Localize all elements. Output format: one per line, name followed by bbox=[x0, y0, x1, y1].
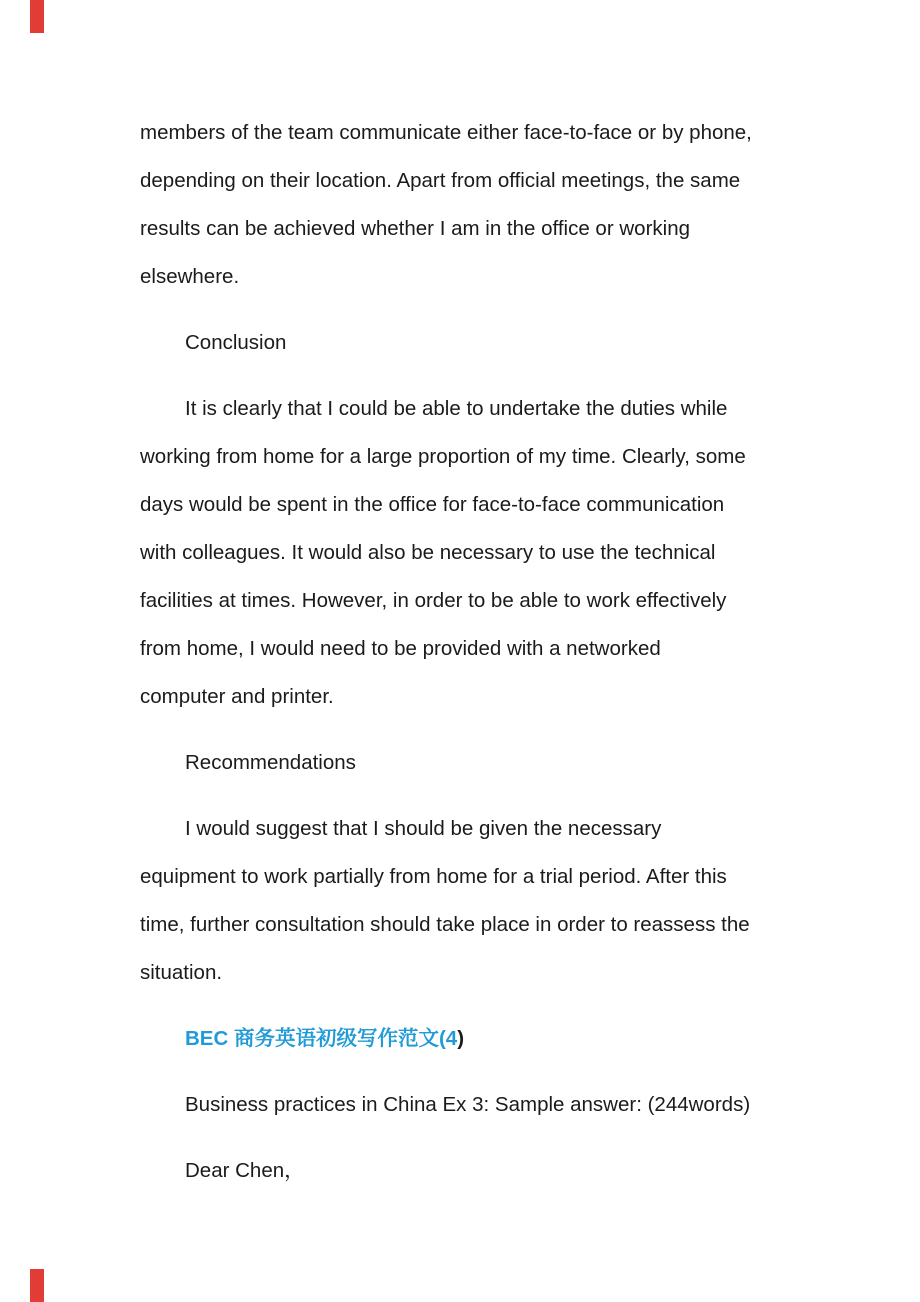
paragraph bbox=[140, 739, 830, 787]
paragraph bbox=[140, 1147, 830, 1195]
text-line: computer and printer. bbox=[140, 685, 334, 708]
text-line: working from home for a large proportion of my time. Clearly, some bbox=[140, 445, 746, 468]
text-line: facilities at times. However, in order to be able to work effectively bbox=[140, 589, 727, 612]
section-heading bbox=[140, 1015, 830, 1063]
page-edge-marker-top bbox=[30, 0, 44, 33]
text-line: I would suggest that I should be given the necessary bbox=[185, 817, 662, 840]
text-line: days would be spent in the office for face-to-face communication bbox=[140, 493, 725, 516]
paragraph bbox=[140, 385, 830, 721]
document-body bbox=[140, 109, 830, 1195]
text-line: results can be achieved whether I am in the office or working bbox=[140, 217, 690, 240]
text-line: It is clearly that I could be able to undertake the duties while bbox=[185, 397, 728, 420]
paragraph bbox=[140, 319, 830, 367]
paragraph bbox=[140, 109, 830, 301]
text-line: Conclusion bbox=[185, 331, 287, 354]
text-line: Business practices in China Ex 3: Sample answer: (244words) bbox=[185, 1093, 751, 1116]
text-line bbox=[140, 1015, 830, 1063]
text-line: with colleagues. It would also be necessary to use the technical bbox=[140, 541, 716, 564]
text-line: Dear Chen， bbox=[185, 1159, 305, 1182]
text-line: from home, I would need to be provided with a networked bbox=[140, 637, 661, 660]
page-edge-marker-bottom bbox=[30, 1269, 44, 1302]
text-line: members of the team communicate either face-to-face or by phone, bbox=[140, 121, 752, 144]
paragraph bbox=[140, 805, 830, 997]
text-line: elsewhere. bbox=[140, 265, 240, 288]
text-line: Recommendations bbox=[185, 751, 356, 774]
heading-plain-text: ) bbox=[457, 1027, 465, 1050]
text-line: equipment to work partially from home for a trial period. After this bbox=[140, 865, 727, 888]
text-line: depending on their location. Apart from official meetings, the same bbox=[140, 169, 741, 192]
heading-accent-text: BEC 商务英语初级写作范文(4 bbox=[185, 1027, 458, 1050]
text-line: time, further consultation should take place in order to reassess the bbox=[140, 913, 750, 936]
paragraph bbox=[140, 1081, 830, 1129]
text-line: situation. bbox=[140, 961, 223, 984]
